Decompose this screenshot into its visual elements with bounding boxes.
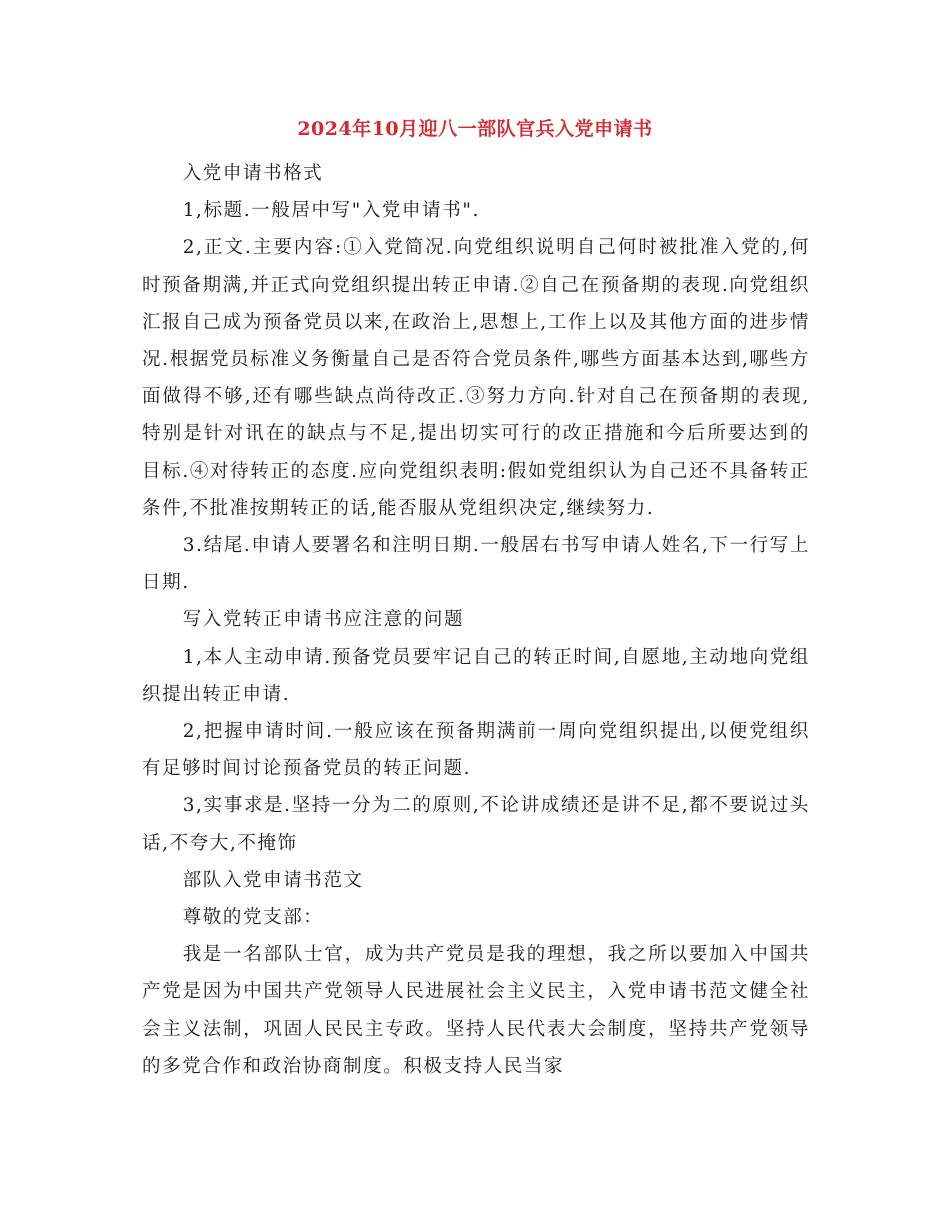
paragraph-title-rule: 1,标题.一般居中写"入党申请书". bbox=[182, 200, 480, 222]
document-title: 2024年10月迎八一部队官兵入党申请书 bbox=[297, 118, 653, 140]
paragraph-note-3: 3,实事求是.坚持一分为二的原则,不论讲成绩还是讲不足,都不要说过头话,不夸大,不掩饰 bbox=[142, 795, 810, 854]
paragraph-body-rule: 2,正文.主要内容:①入党简况.向党组织说明自己何时被批准入党的,何时预备期满,并正式向党组织提出转正申请.②自己在预备期的表现.向党组织汇报自己成为预备党员以来,在政治上,思想上,工作上以及其他方面的进步情况.根据党员标准义务衡量自己是否符合党员条件,哪些方面基本达到,哪些方面做得不够,还有哪些缺点尚待改正.③努力方向.针对自己在预备期的表现,特别是针对讯在的缺点与不足,提出切实可行的改正措施和今后所要达到的目标.④对待转正的态度.应向党组织表明:假如党组织认为自己还不具备转正条件,不批准按期转正的话,能否服从党组织决定,继续努力. bbox=[142, 237, 810, 519]
paragraph-notes-heading: 写入党转正申请书应注意的问题 bbox=[182, 609, 465, 631]
paragraph-salutation: 尊敬的党支部： bbox=[182, 907, 324, 929]
paragraph-note-2: 2,把握申请时间.一般应该在预备期满前一周向党组织提出,以便党组织有足够时间讨论预备党员的转正问题. bbox=[142, 721, 810, 780]
paragraph-note-1: 1,本人主动申请.预备党员要牢记自己的转正时间,自愿地,主动地向党组织提出转正申请. bbox=[142, 646, 810, 705]
paragraph-sample-heading: 部队入党申请书范文 bbox=[182, 869, 364, 891]
paragraph-ending-rule: 3.结尾.申请人要署名和注明日期.一般居右书写申请人姓名,下一行写上日期. bbox=[142, 535, 810, 594]
paragraph-sample-body: 我是一名部队士官，成为共产党员是我的理想，我之所以要加入中国共产党是因为中国共产党领导人民进展社会主义民主，入党申请书范文健全社会主义法制，巩固人民民主专政。坚持人民代表大会制度，坚持共产党领导的多党合作和政治协商制度。积极支持人民当家 bbox=[142, 944, 810, 1077]
paragraph-format-heading: 入党申请书格式 bbox=[182, 163, 324, 184]
document-body bbox=[142, 155, 810, 1085]
